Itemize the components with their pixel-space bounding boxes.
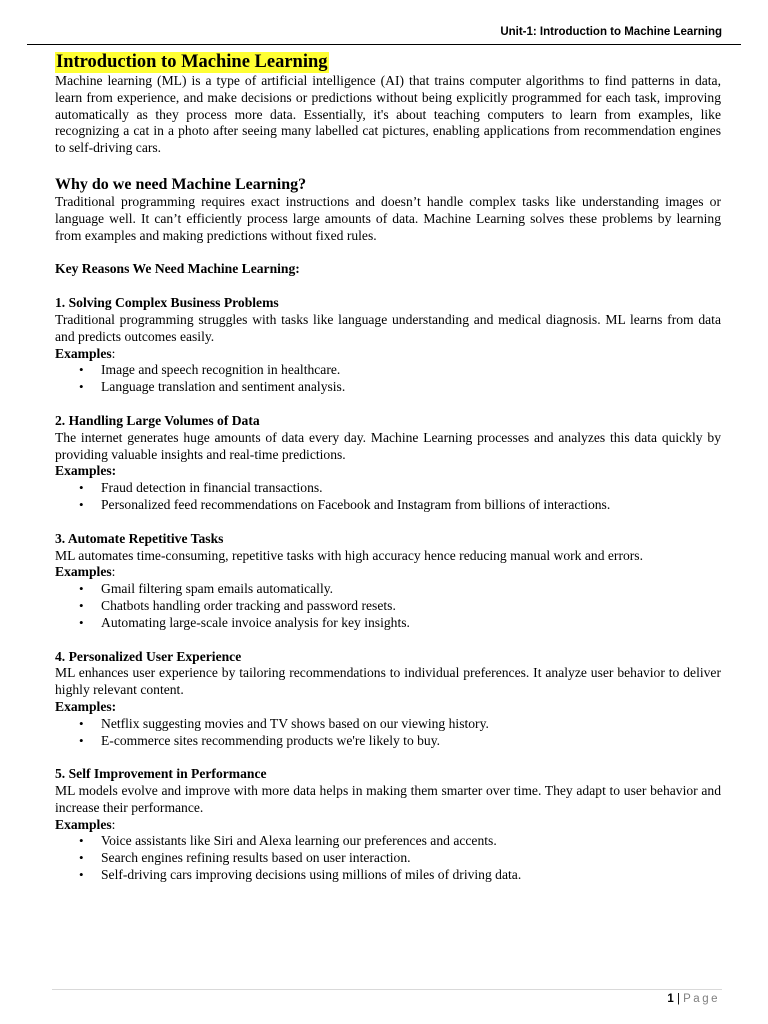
list-item: • Netflix suggesting movies and TV shows based on our viewing history.: [55, 716, 721, 733]
section: [55, 531, 721, 632]
list-item: • Chatbots handling order tracking and password resets.: [55, 598, 721, 615]
examples-label: Examples:: [55, 345, 116, 361]
header-divider: [27, 44, 741, 45]
section-text: ML models evolve and improve with more data helps in making them smarter over time. They adapt to user behavior and increase their performance.: [55, 783, 721, 815]
examples-list: [55, 716, 721, 750]
examples-list: [55, 362, 721, 396]
section-heading: 1. Solving Complex Business Problems: [55, 295, 279, 311]
section: [55, 413, 721, 514]
intro-paragraph: Machine learning (ML) is a type of artificial intelligence (AI) that trains computer algorithms to find patterns in data, learn from experience, and make decisions or predictions without being explicitly programmed for each task, improving automatically as they process more data. Essentially, it's about teaching computers to learn from examples, like recognizing a cat in a photo after seeing many labelled cat pictures, enabling applications from recommendation engines to self-driving cars.: [55, 73, 721, 156]
list-item: • Personalized feed recommendations on Facebook and Instagram from billions of interactions.: [55, 497, 721, 514]
list-item: • Automating large-scale invoice analysis for key insights.: [55, 615, 721, 632]
section-heading: 4. Personalized User Experience: [55, 648, 242, 664]
page-label: Page: [683, 993, 720, 1005]
examples-label: Examples:: [55, 463, 117, 479]
examples-label: Examples:: [55, 698, 117, 714]
page-header: Unit-1: Introduction to Machine Learning: [500, 26, 722, 38]
why-paragraph: Traditional programming requires exact instructions and doesn’t handle complex tasks like understanding images or language well. It can’t efficiently process large amounts of data. Machine Learning solves these problems by learning from examples and making predictions without fixed rules.: [55, 193, 721, 243]
page-footer: [667, 993, 720, 1005]
list-item: • Image and speech recognition in healthcare.: [55, 362, 721, 379]
list-item: • Voice assistants like Siri and Alexa learning our preferences and accents.: [55, 833, 721, 850]
section-heading: 5. Self Improvement in Performance: [55, 766, 267, 782]
section-text: The internet generates huge amounts of data every day. Machine Learning processes and analyzes this data quickly by providing valuable insights and real-time predictions.: [55, 429, 721, 462]
section-heading: 2. Handling Large Volumes of Data: [55, 412, 260, 428]
section-heading: 3. Automate Repetitive Tasks: [55, 530, 224, 546]
document-body: [55, 52, 721, 884]
page-number: 1: [667, 993, 674, 1005]
section-text: ML enhances user experience by tailoring recommendations to individual preferences. It analyze user behavior to deliver highly relevant content.: [55, 665, 721, 698]
list-item: • Search engines refining results based on user interaction.: [55, 850, 721, 867]
examples-list: [55, 581, 721, 631]
footer-divider: [52, 989, 722, 990]
list-item: • Self-driving cars improving decisions using millions of miles of driving data.: [55, 867, 721, 884]
section-text: ML automates time-consuming, repetitive tasks with high accuracy hence reducing manual work and errors.: [55, 547, 643, 563]
section: [55, 649, 721, 750]
examples-label: Examples:: [55, 564, 116, 580]
examples-label: Examples:: [55, 816, 116, 832]
examples-list: [55, 833, 721, 883]
list-item: • Gmail filtering spam emails automatically.: [55, 581, 721, 598]
list-item: • Language translation and sentiment analysis.: [55, 379, 721, 396]
footer-separator: |: [673, 993, 684, 1005]
section: [55, 295, 721, 396]
key-reasons-heading: Key Reasons We Need Machine Learning:: [55, 261, 300, 277]
section-text: Traditional programming struggles with tasks like language understanding and medical diagnosis. ML learns from data and predicts outcomes easily.: [55, 311, 721, 344]
list-item: • Fraud detection in financial transactions.: [55, 480, 721, 497]
document-title: Introduction to Machine Learning: [56, 52, 328, 72]
examples-list: [55, 480, 721, 514]
why-heading: Why do we need Machine Learning?: [55, 175, 307, 193]
list-item: • E-commerce sites recommending products we're likely to buy.: [55, 733, 721, 750]
section: [55, 766, 721, 884]
